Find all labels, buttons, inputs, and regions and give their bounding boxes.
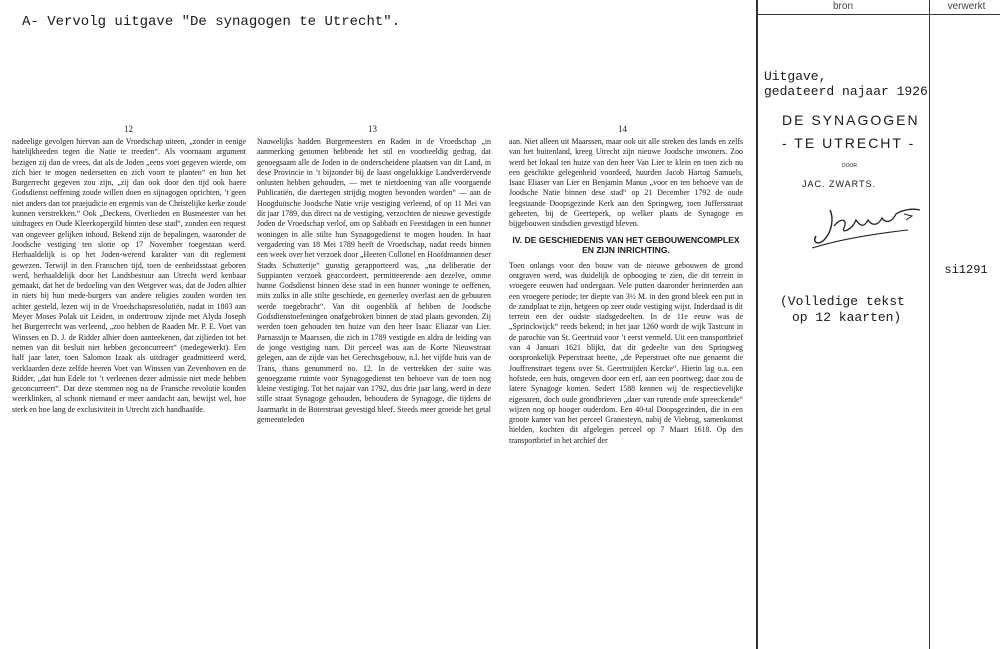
column-text: aan. Niet alleen uit Maarssen, maar ook uit alle streken des lands en zelfs van het buitenland, kreeg Utrecht zijn nieuwe Joodsche inwoners. Zoo werd het lokaal ten huize van den heer Van Lier te klein en toen zich nu een geschikte gelegenheid voordeed, huurden Jacob Hartog Samuels, Isaac Eliaser van Lier en Benjamin Manus „voor en ten behoeve van de Joodsche Natie binnen dese stad“ op 21 December 1792 de oude leegstaande Doopsgezinde Kerk aan den Springweg, toen Juffersstraat geheeten, bij de Geerteperk, op welker plaats de Synagoge en bijgebouwen sindsdien gevestigd bleven. [509,137,743,229]
catalog-card-panel [756,0,1000,649]
edition-line-1: Uitgave, [764,69,827,84]
text-column-page-13 [257,137,491,589]
edition-line-2: gedateerd najaar 1926 [764,84,928,99]
header-verwerkt: verwerkt [929,0,1000,14]
book-title-line-1: DE SYNAGOGEN [782,112,920,128]
note-line-2: op 12 kaarten) [792,310,902,325]
archive-code: si1291 [944,263,988,277]
header-bron: bron [832,1,853,12]
book-title-line-2: - TE UTRECHT - [782,135,916,151]
page-number-13: 13 [368,124,377,134]
section-heading: IV. DE GESCHIEDENIS VAN HET GEBOUWENCOMPLEX EN ZIJN INRICHTING. [512,234,740,255]
handwritten-signature [808,196,926,256]
by-label: DOOR [842,163,857,169]
page-number-14: 14 [618,124,627,134]
column-divider [929,14,930,649]
column-text: Toen onlangs voor den bouw van de nieuwe gebouwen de grond ontgraven werd, was duidelijk de ophooging te zien, die dit terrein in vroegere eeuwen had ondergaan. Vele putten daaronder herinnerden aan een vroegere periode; ter diepte van 3½ M. in den grond bleek een put in de zandplaat te zijn, hetgeen op zeer oude vestiging wijst. Inderdaad is dit terrein een der oudste stadsgedeelten. In de 11e eeuw was de „Sprinckwijck“ reeds bekend; in het jaar 1260 wordt de wijk Tastcunt in de parochie van St. Geertruid voor ’t eerst vermeld. Uit een transportbrief van 4 Januari 1621 blijkt, dat dit gedeelte van den Springweg oorspronkelijk Peperstraat heette, „de Peperstraet ofte nue genaemt die Jouffrenstraet tegens over St. Geertruijden Kercke“. Hierin lag o.a. een hofstede, een huis, omgeven door een erf, aan een poortweg; daar zou de latere Synagoge komen. Sedert 1588 kennen wij de respectievelijke eigenaren, doch oude grondbrieven „daer van rurende ende spreeckende“ wijzen nog op hooger ouderdom. Een 40-tal Doopsgezinden, die in een groote kamer van het perceel Granesteyn, nabij de Viebrug, samenkomst hielden, kochten dit afgelegen perceel op 7 Maart 1618. Op den transportbrief in het archief der [509,260,743,445]
column-text: nadeelige gevolgen hiervan aan de Vroedschap uiteen, „zonder in eenige hatelijkheeden tegen die Natie te treeden“. Als voornaam argument bezigen zij dan de vrees, dat als de Joden „eens voet gegeven wierde, om zich hier te mogen nedersetten en zich voort te planten“ en hun het Burgerrecht gegeven zou zijn, „zij dan ook door den tijd ook haere Godsdienst oeffening zoude willen doen en sijnagogen oprichten, ’t geen niet anders dan tot praejudicie en ergernis van de Christelijke kerke zoude kunnen verstrekken.“ Ook „Deckens, Overlieden en Busmeester van het uitdragers en Oude Kleerkopergild binnen dese stad“, zonden een request van ongeveer gelijken inhoud. Bekend zijn de bepalingen, waaronder de Joodsche vestiging ten slotte op 17 November toegestaan werd. Herhaaldelijk is op het Joden-werend karakter van dit reglement gewezen. Terwijl in den Franschen tijd, toen de eenheidsstaat geboren werd, herhaaldelijk door het Landsbestuur aan Utrecht werd kenbaar gemaakt, dat het de bedoeling van den Wetgever was, dat de Joden alhier in niets bij hun mede-burgers van andere religies zouden worden ten achter gesteld, lezen wij in de Vroedschapsresolutiën, nadat in 1803 aan Meyer Moses Polak uit Leiden, in ondertrouw zijnde met Alyda Joseph het Burgerrecht was verleend, „zoo hebben de Raaden Mr. P. E. Voet van Winssen en D. J. de Ridder alhier doen aanteekenen, dat zijlieden tot het nemen van dit besluit niet hebben geconcurreert“ (medegewerkt). Een half jaar later, toen Salomon Izaak als uitdrager geadmitteerd werd, verklaarden deze zelfde heeren Voet van Winssen van Zevenhoven en de Ridder, „dat hun Edele tot ’t verleenen dezer admissie niet mede hebben geconcurreert“. Dat deze stemmen nog na de Fransche revolutie konden weerklinken, al schonk niemand er meer aandacht aan, bewijst wel, hoe sterk en hoe lang de exclusiviteit in Utrecht zich handhaafde. [12,137,246,414]
note-line-1: (Volledige tekst [780,294,905,309]
text-column-page-14 [509,137,743,597]
column-text: Nauwelijks hadden Burgemeesters en Raden in de Vroedschap „in aanmerking genomen hebbende het stil en voorbeeldig gedrag, dat genoegsaam alle de Joden in de onderscheidene plaatsen van dit Land, in dese Provincie in ’t bijzonder bij de laast ongelukkige Landverdervende onlusten hebben gehouden, — met te nietdoening van alle voorgaende Publicatiën, die daertegen strijdig mogten bevonden worden“ — aan de Hoogduitsche Joodsche Natie vrije vestiging verleend, of op 11 Mei van dit jaar 1789, dus direct na de vestiging, verzochten de nieuwe gevestigde Joden de Vroedschap verlof, om op Sabbath en Feestdagen in een hunner woningen in alle stilte hun Synagogedienst te mogen houden. In haar vergadering van 18 Mei 1789 heeft de Vroedschap, nadat reeds binnen een week over het verzoek door „Heeren Collonel en Hoofdmannen deser Stadts Schutterije“ gunstig gerapporteerd was, „na deliberatie der Suppianten verzoek geaccordeert, permitteerende aen dezelve, omme hunne Godsdienst binnen dese stad in een hunner woninge te oeffenen, mits zulks in alle stilte geschiede, en geenerley overlast aen de gebuuren werde toegebracht“. Van dit oogenblik af hebben de Joodsche Godsdienstoefeningen onafgebroken binnen de stad plaats gevonden. Zij werden toen gehouden ten huize van den heer Isaac Eliazar van Lier. Parnassijn te Maarssen, die zich in 1789 vestigde en aldra de leiding van de jonge vestiging nam. Dit perceel was aan de Korte Nieuwstraat gelegen, aan de zijde van het Gerechtsgebouw, n.l. het vijfde huis van de Trans, thans genummerd no. 12. In de vertrekken der suite was genoegzame ruimte voor Synagogedienst ten behoeve van de toen nog kleine vestiging. Tot het najaar van 1792, dus drie jaar lang, werd in deze stille straat Synagoge gehouden, behoudens de Synagoge, die tijdens de Jaarmarkt in de Boterstraat gevestigd bleef. Steeds meer groeide het getal gemeenteleden [257,137,491,425]
document-title: A- Vervolg uitgave "De synagogen te Utrecht". [22,14,401,30]
page-number-12: 12 [124,124,133,134]
card-header-row [758,0,1000,15]
text-column-page-12 [12,137,246,557]
book-author: JAC. ZWARTS. [802,179,877,189]
